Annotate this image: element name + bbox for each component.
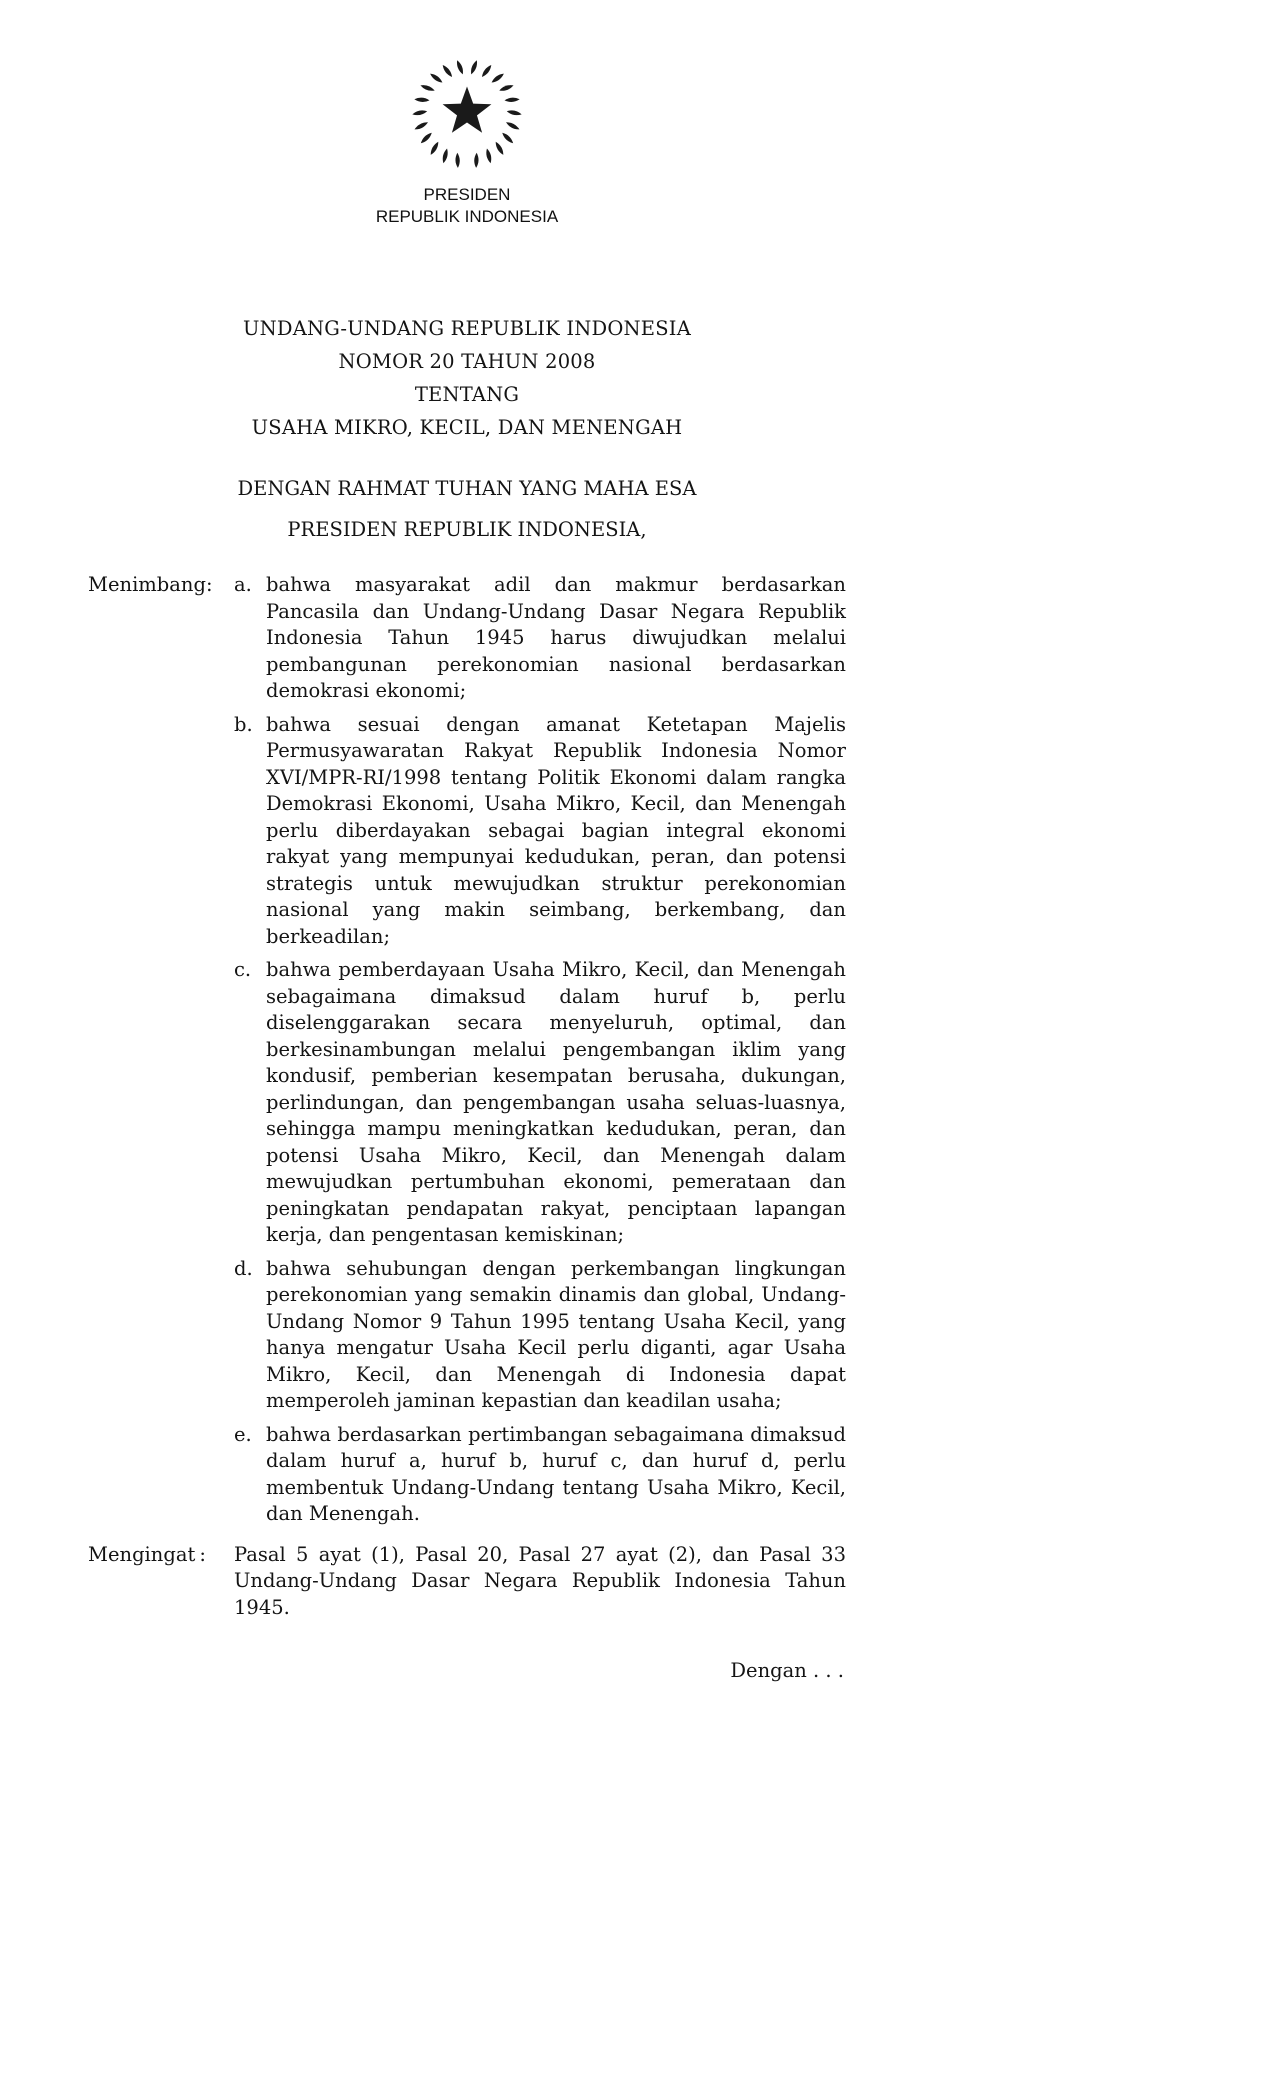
law-title	[88, 312, 846, 444]
authority-line: PRESIDEN REPUBLIK INDONESIA,	[287, 518, 647, 541]
item-letter: d.	[234, 1256, 253, 1280]
emblem-container	[88, 54, 846, 178]
considering-item-b	[88, 712, 846, 951]
recalling-section	[88, 1542, 846, 1622]
item-letter: c.	[234, 958, 252, 981]
letterhead	[88, 184, 846, 228]
label-word: Mengingat	[88, 1542, 196, 1566]
catchword: Dengan . . .	[730, 1659, 844, 1682]
recalling-label	[88, 1542, 206, 1569]
invocation-line: DENGAN RAHMAT TUHAN YANG MAHA ESA	[237, 477, 697, 500]
page-content	[88, 0, 846, 1682]
item-letter: b.	[234, 712, 253, 736]
item-text: bahwa masyarakat adil dan makmur berdasarkan Pancasila dan Undang-Undang Dasar Negara Republik Indonesia Tahun 1945 harus diwujudkan melalui pembangunan perekonomian nasional berdasarkan demokrasi ekonomi;	[266, 573, 846, 702]
item-text: bahwa sehubungan dengan perkembangan lingkungan perekonomian yang semakin dinamis dan global, Undang-Undang Nomor 9 Tahun 1995 tentang Usaha Kecil, yang hanya mengatur Usaha Kecil perlu diganti, agar Usaha Mikro, Kecil, dan Menengah di Indonesia dapat memperoleh jaminan kepastian dan keadilan usaha;	[266, 1256, 846, 1412]
label-colon: :	[199, 1542, 206, 1566]
star-icon	[443, 86, 492, 132]
presidential-seal-icon	[410, 54, 524, 174]
item-text: bahwa sesuai dengan amanat Ketetapan Majelis Permusyawaratan Rakyat Republik Indonesia Nomor XVI/MPR-RI/1998 tentang Politik Ekonomi dalam rangka Demokrasi Ekonomi, Usaha Mikro, Kecil, dan Menengah perlu diberdayakan sebagai bagian integral ekonomi rakyat yang mempunyai kedudukan, peran, dan potensi strategis untuk mewujudkan struktur perekonomian nasional yang makin seimbang, berkembang, dan berkeadilan;	[266, 712, 846, 948]
considering-item-e	[88, 1422, 846, 1528]
item-text: bahwa berdasarkan pertimbangan sebagaimana dimaksud dalam huruf a, huruf b, huruf c, dan huruf d, perlu membentuk Undang-Undang tentang Usaha Mikro, Kecil, dan Menengah.	[266, 1422, 846, 1525]
considering-item-d	[88, 1256, 846, 1415]
label-colon: :	[205, 573, 213, 596]
title-line-3: TENTANG	[414, 383, 520, 406]
considering-label	[88, 572, 213, 599]
item-letter: e.	[234, 1422, 252, 1446]
considering-item-c	[88, 957, 846, 1249]
title-line-1: UNDANG-UNDANG REPUBLIK INDONESIA	[243, 317, 691, 340]
considering-section	[88, 572, 846, 1621]
recalling-text: Pasal 5 ayat (1), Pasal 20, Pasal 27 ayat (2), dan Pasal 33 Undang-Undang Dasar Negara Republik Indonesia Tahun 1945.	[234, 1542, 846, 1619]
title-line-2: NOMOR 20 TAHUN 2008	[338, 350, 596, 373]
item-text: bahwa pemberdayaan Usaha Mikro, Kecil, dan Menengah sebagaimana dimaksud dalam huruf b, perlu diselenggarakan secara menyeluruh, optimal, dan berkesinambungan melalui pengembangan iklim yang kondusif, pemberian kesempatan berusaha, dukungan, perlindungan, dan pengembangan usaha seluas-luasnya, sehingga mampu meningkatkan kedudukan, peran, dan potensi Usaha Mikro, Kecil, dan Menengah dalam mewujudkan pertumbuhan ekonomi, pemerataan dan peningkatan pendapatan rakyat, penciptaan lapangan kerja, dan pengentasan kemiskinan;	[266, 958, 846, 1246]
letterhead-presiden: PRESIDEN	[423, 185, 511, 204]
item-letter: a.	[234, 573, 252, 596]
considering-item-a	[88, 572, 846, 705]
title-line-4: USAHA MIKRO, KECIL, DAN MENENGAH	[251, 416, 683, 439]
label-word: Menimbang	[88, 573, 206, 596]
letterhead-republik: REPUBLIK INDONESIA	[375, 207, 559, 226]
